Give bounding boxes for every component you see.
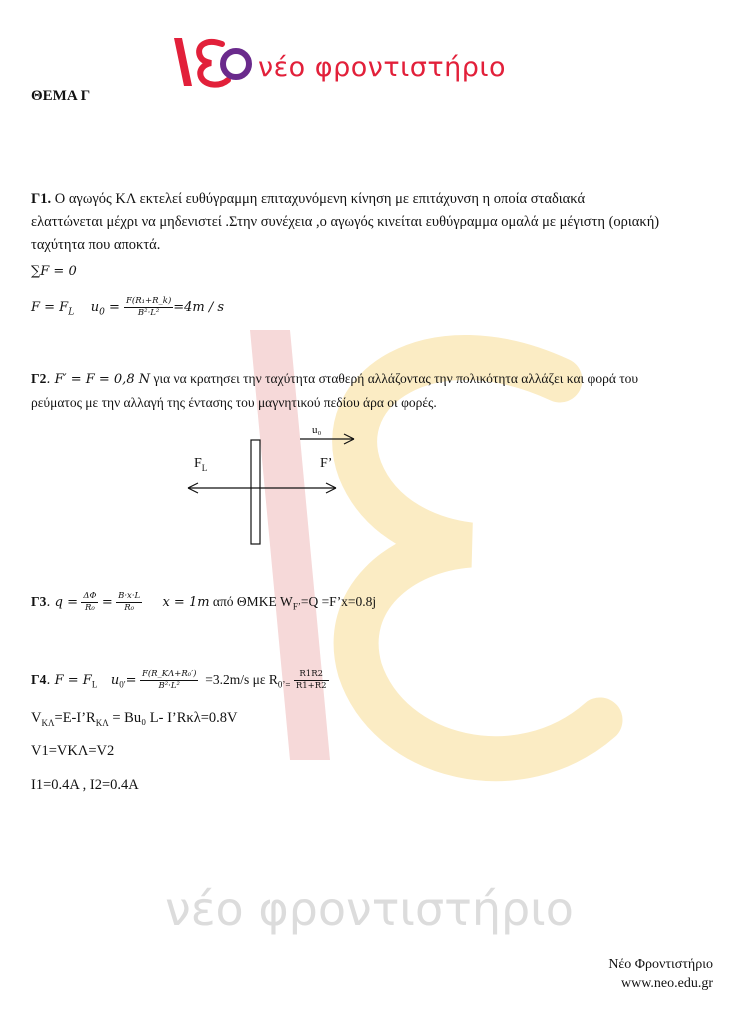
g2-line1: για να κρατησει την ταχύτητα σταθερή αλλάζοντας την πολικότητα αλλάζει και φορά του: [150, 371, 639, 386]
watermark-text: νέο φροντιστήριο: [165, 882, 574, 936]
g2-paragraph: [31, 367, 731, 414]
g4-current-line: I1=0.4A , I2=0.4A: [31, 777, 139, 793]
g1-line1: Ο αγωγός ΚΛ εκτελεί ευθύγραμμη επιταχυνόμενη κίνηση με επιτάχυνση η οποία σταδιακά: [51, 191, 586, 207]
footer-name: Νέο Φροντιστήριο: [608, 957, 713, 972]
g1-eq-force: $F = F_L$ $u_0$ = $\frac{\text{F(R₁+R\_k)}}{\text{B²·L²}}$ =4m / s: [31, 296, 225, 318]
g1-label: Γ1.: [31, 191, 52, 207]
g2-label: Γ2: [31, 371, 47, 386]
g2-eq: . F′ = F = 0,8 N: [46, 372, 151, 387]
g1-line3: ταχύτητα που αποκτά.: [31, 237, 161, 253]
fig-label-fl: $F_L$: [194, 456, 208, 473]
g4-voltage-line: $V_{K\Lambda}=E-I’R_{K\Lambda} = Bu_0$ L- I’Rκλ=0.8V: [31, 710, 238, 728]
watermark-epsilon: [355, 357, 600, 758]
footer-url[interactable]: www.neo.edu.gr: [620, 976, 713, 991]
brand-logo-text: νέο φροντιστήριο: [258, 52, 506, 83]
topic-title: ΘΕΜΑ Γ: [31, 88, 91, 104]
g4-label: Γ4: [31, 672, 47, 687]
g2-line2: ρεύματος με την αλλαγή της έντασης του μαγνητικού πεδίου άρα οι φορές.: [31, 395, 437, 410]
g3-label: Γ3: [31, 594, 47, 609]
g3-line: Γ3. q = $\frac{\Delta\Phi}{\text{R₀}}$ = $\frac{B\cdot x\cdot L}{\text{R₀}}$ x = 1m από ΘΜΚΕ $W_{F’}=Q$ =F’x=0.8j: [31, 591, 377, 614]
force-diagram: [180, 418, 380, 553]
g1-line2: ελαττώνεται μέχρι να μηδενιστεί .Στην συνέχεια ,ο αγωγός κινείται ευθύγραμμα ομαλά με μέγιστη (οριακή): [31, 214, 660, 230]
fig-label-fprime: F’: [320, 456, 333, 471]
g4-line: Γ4. $F = F_L$ $u_{0'}=$ $\frac{\text{F(R\_KΛ+R₀′)}}{\text{B²·L²}}$ =3.2m/s με $R_{0’=}$ $\frac{R1R2}{R1+R2}$: [31, 669, 327, 692]
g1-eq-sum: ∑F = 0: [31, 264, 77, 279]
conductor-rod: [251, 440, 260, 544]
g1-fraction: $\frac{\text{F(R₁+R\_k)}}{\text{B²·L²}}$: [126, 296, 172, 318]
fig-label-u0: u₀: [312, 424, 322, 436]
brand-logo-icon: [170, 34, 255, 90]
g4-v1-line: V1=VKΛ=V2: [31, 743, 115, 759]
g1-paragraph: [31, 188, 721, 257]
